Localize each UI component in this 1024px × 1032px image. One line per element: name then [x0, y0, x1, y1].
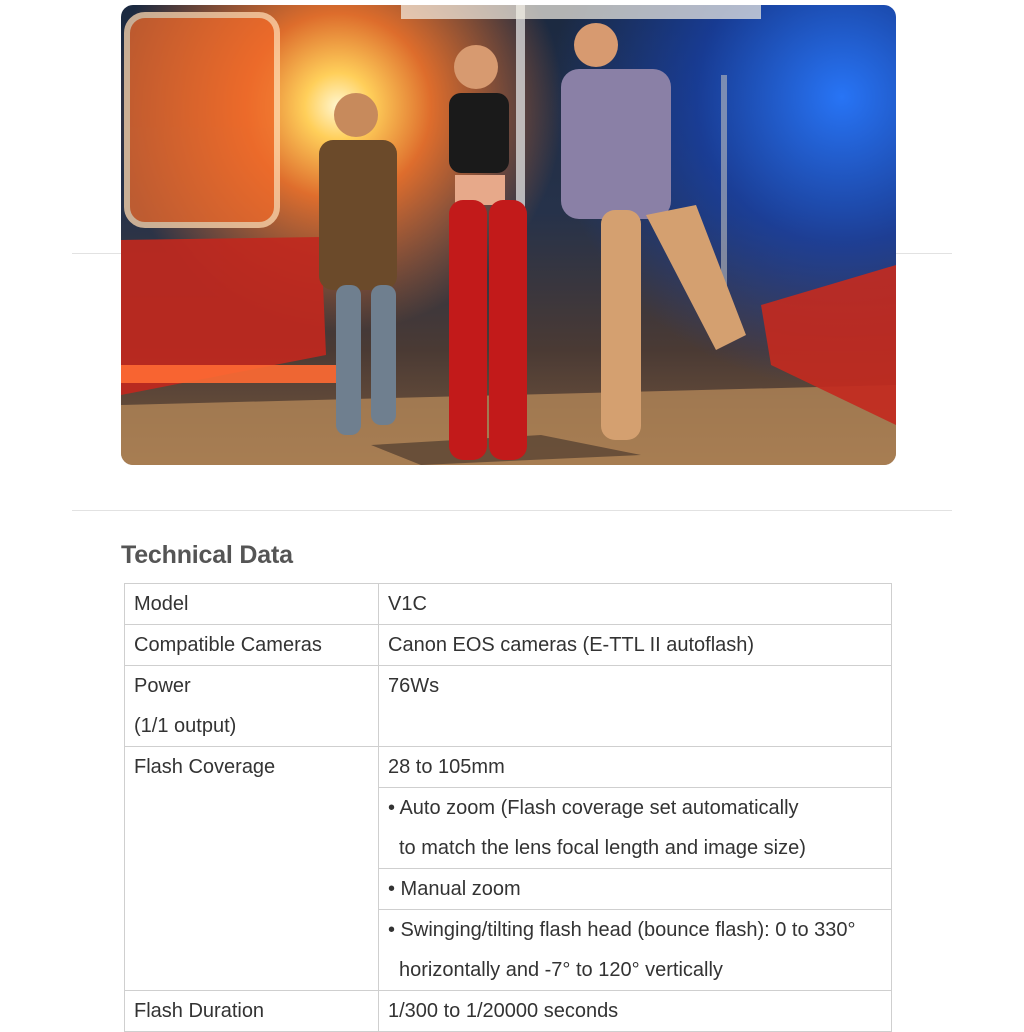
row-value: 76Ws	[379, 666, 892, 747]
section-title: Technical Data	[121, 541, 293, 569]
row-value-line1: • Auto zoom (Flash coverage set automatically	[388, 797, 799, 819]
table-row	[125, 584, 892, 625]
row-label-line2: (1/1 output)	[134, 715, 237, 737]
table-row	[125, 747, 892, 788]
row-value: • Manual zoom	[379, 869, 892, 910]
row-value-line1: • Swinging/tilting flash head (bounce flash): 0 to 330°	[388, 919, 856, 941]
row-label: Compatible Cameras	[125, 625, 379, 666]
row-value-line2: to match the lens focal length and image size)	[399, 837, 806, 859]
table-row	[125, 991, 892, 1032]
row-value-line2: horizontally and -7° to 120° vertically	[399, 959, 723, 981]
hero-photo	[121, 5, 896, 465]
table-row	[125, 625, 892, 666]
row-label	[125, 666, 379, 747]
row-label: Flash Coverage	[125, 747, 379, 991]
table-row	[125, 666, 892, 747]
row-value: V1C	[379, 584, 892, 625]
row-label: Model	[125, 584, 379, 625]
row-value: 28 to 105mm	[379, 747, 892, 788]
technical-data-table	[124, 583, 892, 1032]
row-value: Canon EOS cameras (E-TTL II autoflash)	[379, 625, 892, 666]
row-label-line1: Power	[134, 675, 191, 697]
row-label: Flash Duration	[125, 991, 379, 1032]
row-value	[379, 910, 892, 991]
divider-bottom	[72, 510, 952, 511]
row-value: 1/300 to 1/20000 seconds	[379, 991, 892, 1032]
subway-dance-scene	[121, 5, 896, 465]
row-value	[379, 788, 892, 869]
